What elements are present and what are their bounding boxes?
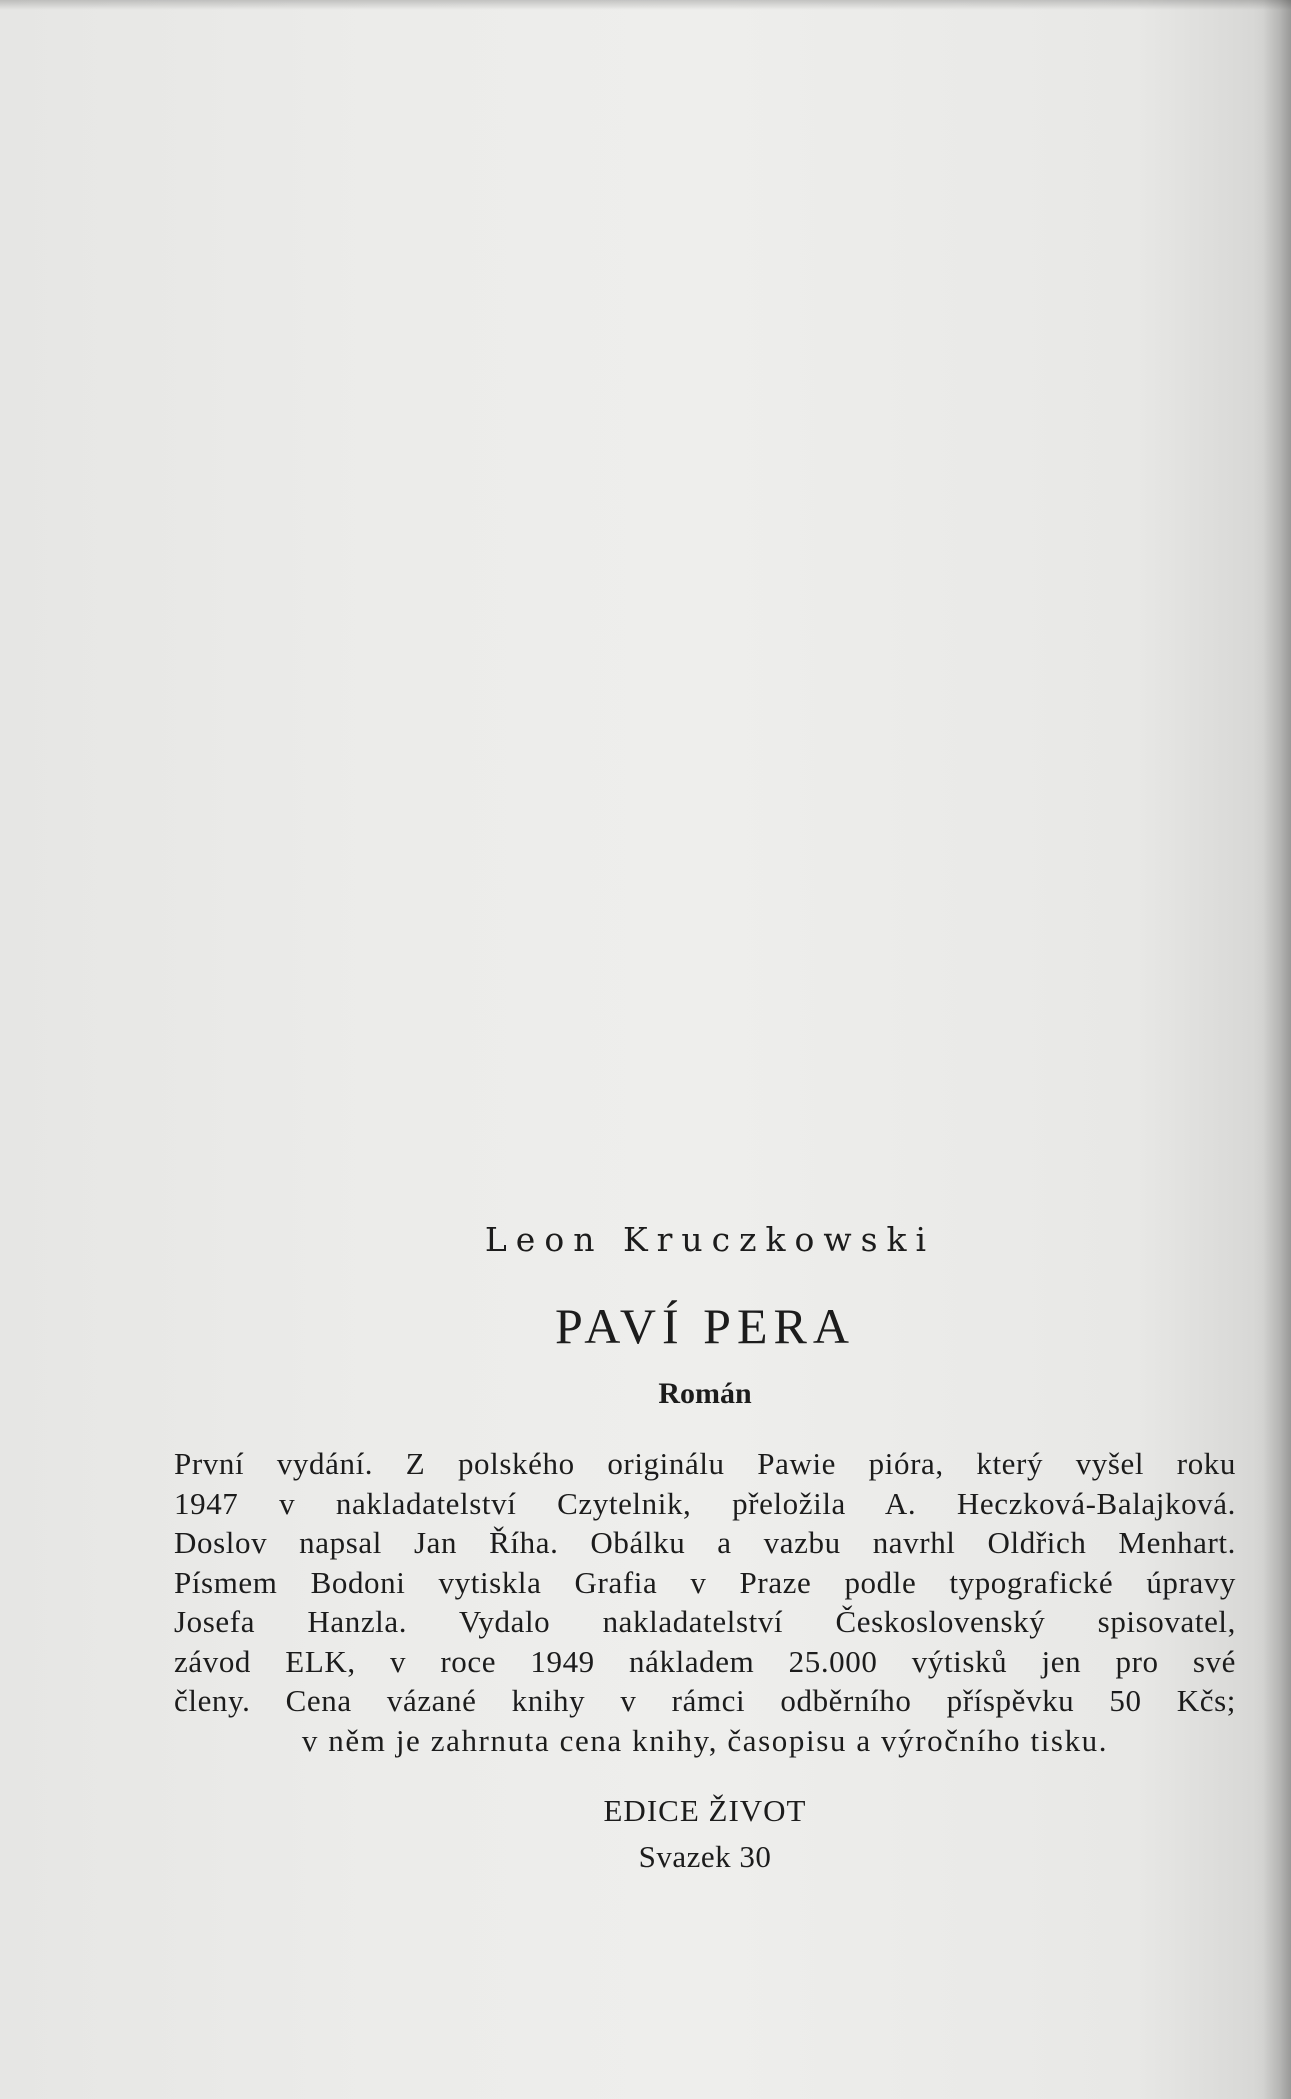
page-edge-shadow	[1263, 0, 1291, 2099]
imprint-line: členy. Cena vázané knihy v rámci odběrního příspěvku 50 Kčs;	[174, 1683, 1236, 1718]
imprint-line: Písmem Bodoni vytiskla Grafia v Praze podle typografické úpravy	[174, 1564, 1236, 1600]
imprint-line: 1947 v nakladatelství Czytelnik, přeložila A. Heczková-Balajková.	[174, 1485, 1236, 1521]
author-name: Leon Kruczkowski	[484, 1220, 936, 1259]
imprint-line: Josefa Hanzla. Vydalo nakladatelství Československý spisovatel,	[174, 1604, 1236, 1639]
imprint-paragraph	[174, 1444, 1236, 1760]
imprint-line: v něm je zahrnuta cena knihy, časopisu a výročního tisku.	[301, 1722, 1109, 1758]
imprint-line: První vydání. Z polského originálu Pawie pióra, který vyšel roku	[174, 1446, 1236, 1481]
colophon	[174, 1220, 1236, 1876]
imprint-line: Doslov napsal Jan Říha. Obálku a vazbu navrhl Oldřich Menhart.	[174, 1525, 1236, 1560]
book-genre: Román	[658, 1377, 752, 1410]
volume-number: Svazek 30	[638, 1839, 772, 1874]
edition-series: EDICE ŽIVOT	[603, 1793, 807, 1828]
page-top-shadow	[0, 0, 1291, 10]
imprint-line: závod ELK, v roce 1949 nákladem 25.000 výtisků jen pro své	[174, 1643, 1236, 1679]
book-title: PAVÍ PERA	[555, 1298, 855, 1354]
